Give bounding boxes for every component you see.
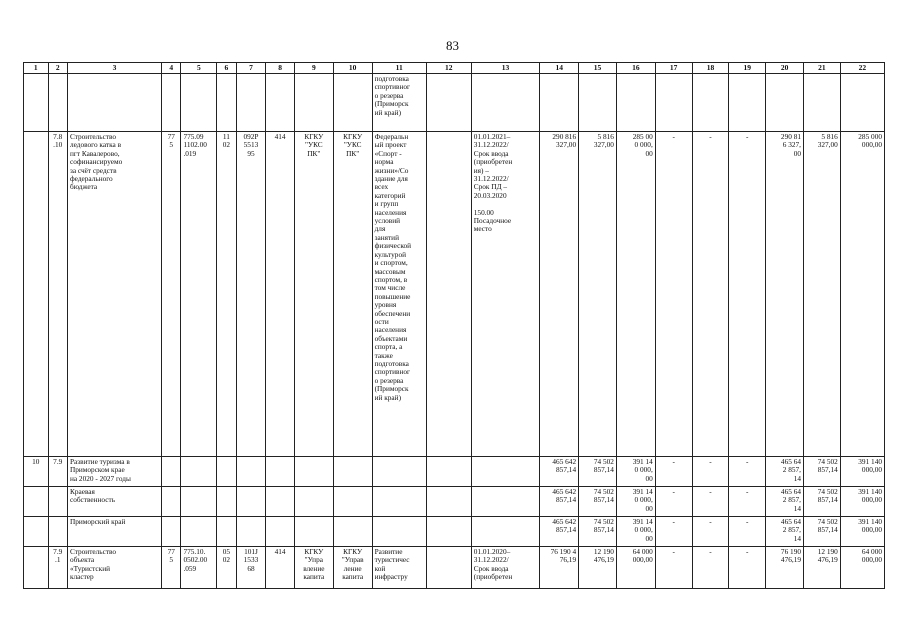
table-cell-col-15: 74 502 857,14 xyxy=(579,457,617,487)
header-cell: 16 xyxy=(616,63,655,74)
table-cell-col-13 xyxy=(471,487,540,517)
page-number: 83 xyxy=(446,38,459,53)
table-cell-col-5 xyxy=(181,487,217,517)
table-cell-col-11 xyxy=(372,517,426,547)
table-cell-col-4 xyxy=(162,74,181,132)
table-cell-col-4 xyxy=(162,457,181,487)
table-cell-col-16: 285 00 0 000, 00 xyxy=(616,132,655,457)
table-cell-col-4 xyxy=(162,487,181,517)
table-cell-col-2: 7.8 .10 xyxy=(48,132,67,457)
table-cell-col-20: 76 190 476,19 xyxy=(766,547,804,589)
table-cell-col-22: 391 140 000,00 xyxy=(840,457,884,487)
table-cell-col-4 xyxy=(162,517,181,547)
table-cell-col-13 xyxy=(471,517,540,547)
table-cell-col-20: 290 81 6 327, 00 xyxy=(766,132,804,457)
table-cell-col-7: 101J 1533 68 xyxy=(236,547,266,589)
table-cell-col-10: КГКУ "Управ ление капита xyxy=(333,547,372,589)
table-cell-col-9 xyxy=(294,487,333,517)
table-cell-col-15: 5 816 327,00 xyxy=(579,132,617,457)
header-cell: 1 xyxy=(24,63,49,74)
header-cell: 19 xyxy=(729,63,766,74)
table-cell-col-14: 465 642 857,14 xyxy=(540,487,579,517)
table-cell-col-18: - xyxy=(692,547,729,589)
header-cell: 9 xyxy=(294,63,333,74)
table-cell-col-18: - xyxy=(692,457,729,487)
header-cell: 11 xyxy=(372,63,426,74)
table-cell-col-21: 74 502 857,14 xyxy=(804,457,841,487)
table-cell-col-18: - xyxy=(692,132,729,457)
table-cell-col-17: - xyxy=(655,517,692,547)
table-cell-col-9 xyxy=(294,517,333,547)
table-cell-col-3: Строительство объекта «Туристский кластер xyxy=(67,547,161,589)
table-cell-col-18: - xyxy=(692,517,729,547)
table-cell-col-17: - xyxy=(655,457,692,487)
table-cell-col-19: - xyxy=(729,487,766,517)
table-cell-col-11: подготовка спортивног о резерва (Приморск ий край) xyxy=(372,74,426,132)
table-cell-col-8: 414 xyxy=(266,547,295,589)
table-cell-col-9 xyxy=(294,74,333,132)
header-cell: 15 xyxy=(579,63,617,74)
table-cell-col-8 xyxy=(266,517,295,547)
table-cell-col-8: 414 xyxy=(266,132,295,457)
header-cell: 18 xyxy=(692,63,729,74)
header-cell: 4 xyxy=(162,63,181,74)
table-cell-col-17: - xyxy=(655,547,692,589)
table-cell-col-14 xyxy=(540,74,579,132)
header-cell: 17 xyxy=(655,63,692,74)
table-cell-col-1 xyxy=(24,487,49,517)
table-cell-col-12 xyxy=(426,457,471,487)
table-cell-col-16: 64 000 000,00 xyxy=(616,547,655,589)
table-cell-col-1 xyxy=(24,132,49,457)
table-cell-col-10 xyxy=(333,517,372,547)
table-cell-col-13 xyxy=(471,74,540,132)
header-row xyxy=(24,63,885,74)
table-cell-col-5 xyxy=(181,457,217,487)
table-cell-col-16: 391 14 0 000, 00 xyxy=(616,457,655,487)
table-cell-col-10: КГКУ "УКС ПК" xyxy=(333,132,372,457)
table-cell-col-19: - xyxy=(729,547,766,589)
table-cell-col-10 xyxy=(333,487,372,517)
table-cell-col-14: 465 642 857,14 xyxy=(540,517,579,547)
table-cell-col-1 xyxy=(24,74,49,132)
table-cell-col-21: 12 190 476,19 xyxy=(804,547,841,589)
table-cell-col-11 xyxy=(372,457,426,487)
table-row xyxy=(24,457,885,487)
table-cell-col-8 xyxy=(266,74,295,132)
table-cell-col-18 xyxy=(692,74,729,132)
table-cell-col-19: - xyxy=(729,517,766,547)
table-cell-col-21: 5 816 327,00 xyxy=(804,132,841,457)
table-cell-col-14: 76 190 4 76,19 xyxy=(540,547,579,589)
table-cell-col-10 xyxy=(333,74,372,132)
table-cell-col-17 xyxy=(655,74,692,132)
table-cell-col-15: 74 502 857,14 xyxy=(579,487,617,517)
table-cell-col-12 xyxy=(426,517,471,547)
table-cell-col-12 xyxy=(426,74,471,132)
table-cell-col-19: - xyxy=(729,457,766,487)
table-cell-col-22: 391 140 000,00 xyxy=(840,517,884,547)
table-cell-col-7 xyxy=(236,487,266,517)
table-cell-col-7 xyxy=(236,74,266,132)
table-cell-col-16: 391 14 0 000, 00 xyxy=(616,487,655,517)
table-row xyxy=(24,487,885,517)
table-row xyxy=(24,547,885,589)
table-cell-col-19: - xyxy=(729,132,766,457)
table-cell-col-13: 01.01.2020– 31.12.2022/ Срок ввода (приобретен xyxy=(471,547,540,589)
table-row xyxy=(24,517,885,547)
header-cell: 2 xyxy=(48,63,67,74)
table-cell-col-3: Краевая собственность xyxy=(67,487,161,517)
table-cell-col-8 xyxy=(266,457,295,487)
header-cell: 12 xyxy=(426,63,471,74)
table-cell-col-11 xyxy=(372,487,426,517)
table-cell-col-12 xyxy=(426,487,471,517)
table-row xyxy=(24,74,885,132)
table-cell-col-21: 74 502 857,14 xyxy=(804,517,841,547)
table-cell-col-2 xyxy=(48,487,67,517)
table-cell-col-22: 285 000 000,00 xyxy=(840,132,884,457)
table-cell-col-22 xyxy=(840,74,884,132)
table-cell-col-10 xyxy=(333,457,372,487)
table-cell-col-8 xyxy=(266,487,295,517)
header-cell: 8 xyxy=(266,63,295,74)
table-cell-col-9 xyxy=(294,457,333,487)
table-cell-col-1 xyxy=(24,517,49,547)
table-cell-col-17: - xyxy=(655,487,692,517)
table-cell-col-19 xyxy=(729,74,766,132)
header-cell: 21 xyxy=(804,63,841,74)
table-cell-col-15 xyxy=(579,74,617,132)
table-cell-col-6: 11 02 xyxy=(217,132,236,457)
table-cell-col-1 xyxy=(24,547,49,589)
table-cell-col-14: 465 642 857,14 xyxy=(540,457,579,487)
header-cell: 14 xyxy=(540,63,579,74)
table-cell-col-6 xyxy=(217,74,236,132)
table-cell-col-7 xyxy=(236,457,266,487)
table-cell-col-5: 775.09 1102.00 .019 xyxy=(181,132,217,457)
header-cell: 22 xyxy=(840,63,884,74)
header-cell: 13 xyxy=(471,63,540,74)
table-cell-col-11: Федеральн ый проект «Спорт - норма жизни»/Со здание для всех категорий и групп населения условий для занятий физической культурой и спортом, массовым спортом, в том числе повышение уровня обеспечени ости населения объектами спорта, а также подготовка спортивног о резерва (Приморск ий край) xyxy=(372,132,426,457)
table-row xyxy=(24,132,885,457)
table-cell-col-12 xyxy=(426,132,471,457)
table-cell-col-15: 12 190 476,19 xyxy=(579,547,617,589)
table-cell-col-20 xyxy=(766,74,804,132)
budget-table xyxy=(23,62,885,589)
table-cell-col-13: 01.01.2021– 31.12.2022/ Срок ввода (приобретен ия) – 31.12.2022/ Срок ПД – 20.03.2020 150.00 Посадочное место xyxy=(471,132,540,457)
table-cell-col-11: Развитие туристичес кой инфрастру xyxy=(372,547,426,589)
table-cell-col-16: 391 14 0 000, 00 xyxy=(616,517,655,547)
table-cell-col-5 xyxy=(181,74,217,132)
table-cell-col-6 xyxy=(217,457,236,487)
header-cell: 6 xyxy=(217,63,236,74)
table-cell-col-2: 7.9 xyxy=(48,457,67,487)
table-cell-col-17: - xyxy=(655,132,692,457)
table-cell-col-7: 092Р 5513 95 xyxy=(236,132,266,457)
table-body xyxy=(24,63,885,589)
table-cell-col-13 xyxy=(471,457,540,487)
header-cell: 10 xyxy=(333,63,372,74)
table-cell-col-2: 7.9 .1 xyxy=(48,547,67,589)
table-cell-col-22: 391 140 000,00 xyxy=(840,487,884,517)
table-cell-col-14: 290 816 327,00 xyxy=(540,132,579,457)
table-cell-col-3 xyxy=(67,74,161,132)
table-cell-col-21: 74 502 857,14 xyxy=(804,487,841,517)
table-cell-col-16 xyxy=(616,74,655,132)
table-cell-col-12 xyxy=(426,547,471,589)
table-cell-col-22: 64 000 000,00 xyxy=(840,547,884,589)
table-cell-col-2 xyxy=(48,517,67,547)
table-cell-col-9: КГКУ "УКС ПК" xyxy=(294,132,333,457)
table-cell-col-3: Развитие туризма в Приморском крае на 2020 - 2027 годы xyxy=(67,457,161,487)
header-cell: 20 xyxy=(766,63,804,74)
table-cell-col-3: Приморский край xyxy=(67,517,161,547)
table-cell-col-20: 465 64 2 857, 14 xyxy=(766,487,804,517)
table-cell-col-6 xyxy=(217,517,236,547)
table-cell-col-20: 465 64 2 857, 14 xyxy=(766,457,804,487)
table-cell-col-1: 10 xyxy=(24,457,49,487)
table-cell-col-7 xyxy=(236,517,266,547)
table-cell-col-6: 05 02 xyxy=(217,547,236,589)
table-cell-col-2 xyxy=(48,74,67,132)
header-cell: 5 xyxy=(181,63,217,74)
table-cell-col-15: 74 502 857,14 xyxy=(579,517,617,547)
table-cell-col-20: 465 64 2 857, 14 xyxy=(766,517,804,547)
header-cell: 7 xyxy=(236,63,266,74)
table-cell-col-6 xyxy=(217,487,236,517)
table-cell-col-3: Строительство ледового катка в пгт Кавалерово, софинансируемо за счёт средств федерального бюджета xyxy=(67,132,161,457)
table-cell-col-5 xyxy=(181,517,217,547)
header-cell: 3 xyxy=(67,63,161,74)
table-cell-col-18: - xyxy=(692,487,729,517)
table-cell-col-21 xyxy=(804,74,841,132)
table-cell-col-5: 775.10. 0502.00 .059 xyxy=(181,547,217,589)
table-cell-col-4: 77 5 xyxy=(162,132,181,457)
table-cell-col-4: 77 5 xyxy=(162,547,181,589)
table-cell-col-9: КГКУ "Упра вление капита xyxy=(294,547,333,589)
